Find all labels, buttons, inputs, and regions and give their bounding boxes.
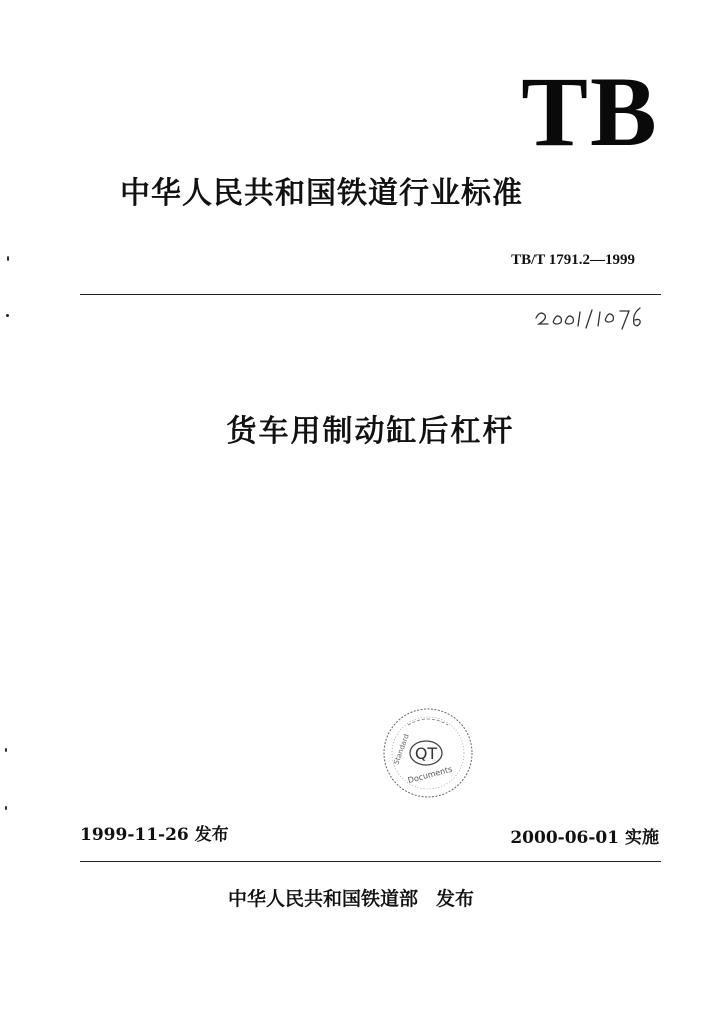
standard-number: TB/T 1791.2—1999: [511, 252, 635, 268]
scan-speck: [5, 806, 7, 810]
issue-date: 1999-11-26 发布: [80, 825, 229, 845]
svg-text:Standard: Standard: [392, 733, 411, 766]
publisher-line: [228, 886, 474, 912]
scan-speck: [5, 748, 7, 752]
implementation-date: 2000-06-01 实施: [510, 828, 659, 848]
scan-speck: [7, 256, 9, 261]
publish-action: 发布: [436, 888, 475, 910]
document-title-text: 货车用制动缸后杠杆: [226, 414, 515, 449]
publisher-name: 中华人民共和国铁道部: [228, 888, 419, 910]
svg-text:QT: QT: [414, 744, 438, 763]
svg-text:Documents: Documents: [406, 764, 454, 786]
document-title: [0, 412, 721, 452]
handwritten-note: [530, 300, 650, 334]
standard-documents-stamp: [378, 703, 478, 803]
industry-standard-title: 中华人民共和国铁道行业标准: [120, 176, 523, 211]
scan-speck: [6, 314, 9, 317]
bottom-divider: [80, 861, 661, 862]
tb-logo: TB: [521, 56, 659, 167]
top-divider: [80, 294, 661, 295]
